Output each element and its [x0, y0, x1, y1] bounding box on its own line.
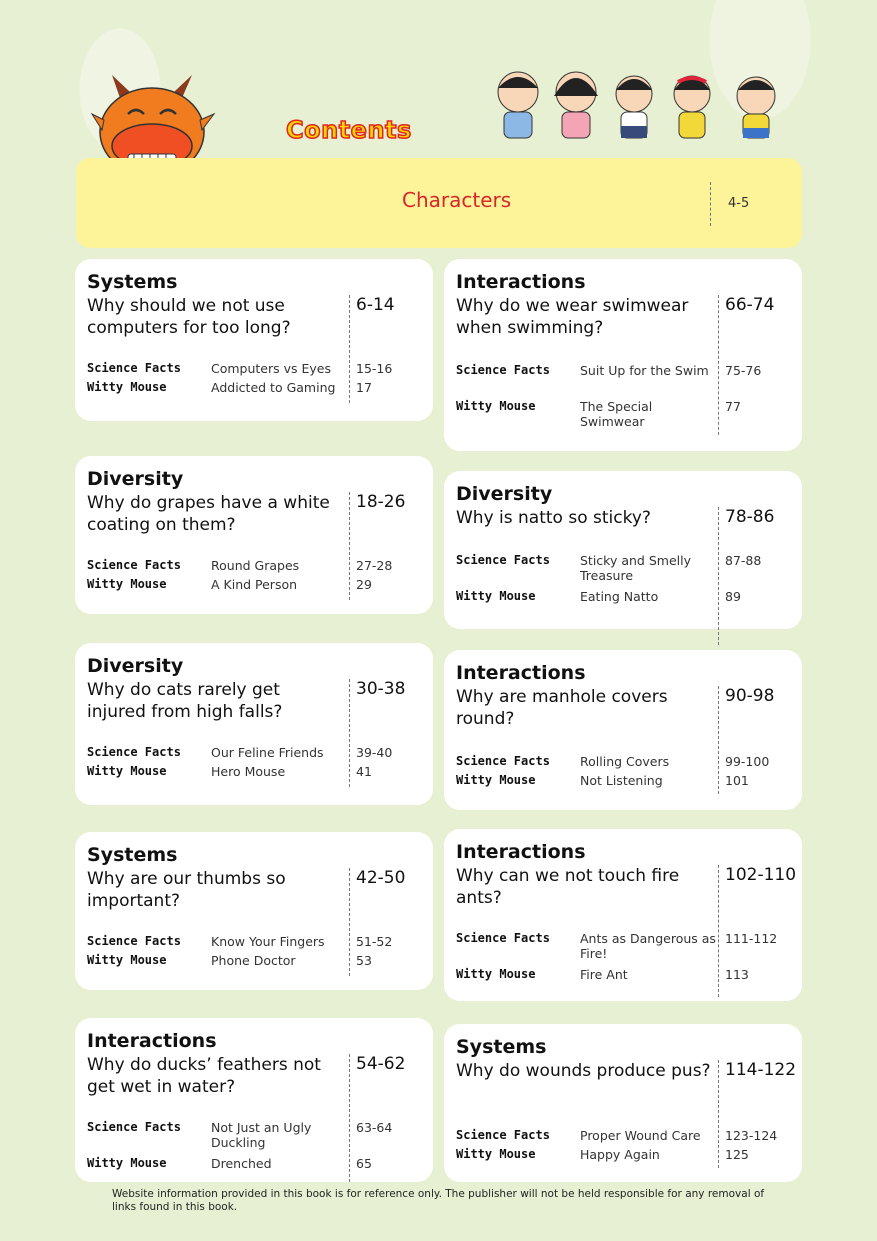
entry-kind: Science Facts [456, 363, 550, 377]
entry-title: Sticky and Smelly Treasure [580, 553, 691, 583]
entry-title: Round Grapes [211, 558, 300, 573]
contents-card[interactable] [444, 259, 802, 451]
entry-kind: Witty Mouse [87, 577, 167, 591]
entry-kind: Science Facts [456, 754, 550, 768]
entry-kind: Science Facts [456, 1128, 550, 1142]
card-question[interactable]: Why do wounds produce pus? [456, 1061, 711, 1081]
card-question-pages: 30-38 [356, 679, 406, 699]
card-question[interactable]: Why do cats rarely get injured from high falls? [87, 680, 283, 722]
entry-kind: Witty Mouse [87, 380, 167, 394]
card-question[interactable]: Why do grapes have a white coating on them? [87, 493, 330, 535]
entry-pages: 39-40 [356, 745, 393, 760]
entry-pages: 65 [356, 1156, 372, 1171]
card-category: Systems [87, 271, 178, 293]
entry-title: Not Just an Ugly Duckling [211, 1120, 312, 1150]
card-question-pages: 78-86 [725, 507, 775, 527]
contents-card[interactable] [75, 832, 433, 990]
contents-card[interactable] [75, 1018, 433, 1182]
entry-title: Drenched [211, 1156, 272, 1171]
entry-pages: 63-64 [356, 1120, 393, 1135]
disclaimer-text: Website information provided in this book is for reference only. The publisher will not be held responsible for any removal of links found in this book. [112, 1188, 765, 1213]
entry-pages: 15-16 [356, 361, 393, 376]
card-question[interactable]: Why can we not touch fire ants? [456, 866, 680, 908]
card-question-pages: 54-62 [356, 1054, 406, 1074]
card-category: Diversity [456, 483, 553, 505]
entry-kind: Witty Mouse [456, 967, 536, 981]
card-question-pages: 42-50 [356, 868, 406, 888]
entry-pages: 53 [356, 953, 372, 968]
entry-kind: Science Facts [456, 553, 550, 567]
entry-kind: Witty Mouse [456, 1147, 536, 1161]
entry-kind: Witty Mouse [456, 589, 536, 603]
entry-kind: Science Facts [87, 558, 181, 572]
entry-kind: Witty Mouse [456, 399, 536, 413]
entry-title: Not Listening [580, 773, 663, 788]
entry-title: Computers vs Eyes [211, 361, 332, 376]
entry-kind: Witty Mouse [87, 764, 167, 778]
entry-kind: Witty Mouse [456, 773, 536, 787]
entry-pages: 17 [356, 380, 372, 395]
entry-kind: Witty Mouse [87, 953, 167, 967]
entry-pages: 27-28 [356, 558, 393, 573]
characters-group-icon [494, 68, 794, 154]
card-category: Interactions [456, 841, 586, 863]
card-category: Systems [87, 844, 178, 866]
characters-banner[interactable] [76, 158, 802, 248]
card-category: Interactions [456, 662, 586, 684]
card-question[interactable]: Why are our thumbs so important? [87, 869, 286, 911]
entry-title: Our Feline Friends [211, 745, 324, 760]
card-question-pages: 102-110 [725, 865, 797, 885]
entry-title: Suit Up for the Swim [580, 363, 709, 378]
entry-pages: 41 [356, 764, 372, 779]
entry-title: The Special Swimwear [580, 399, 653, 429]
entry-kind: Science Facts [87, 361, 181, 375]
entry-pages: 87-88 [725, 553, 762, 568]
card-category: Interactions [87, 1030, 217, 1052]
entry-title: Ants as Dangerous as Fire! [580, 931, 716, 961]
entry-kind: Science Facts [456, 931, 550, 945]
card-category: Systems [456, 1036, 547, 1058]
entry-pages: 75-76 [725, 363, 762, 378]
entry-title: Happy Again [580, 1147, 660, 1162]
card-category: Diversity [87, 468, 184, 490]
entry-kind: Witty Mouse [87, 1156, 167, 1170]
card-question[interactable]: Why do ducks’ feathers not get wet in water? [87, 1055, 321, 1097]
card-category: Diversity [87, 655, 184, 677]
card-question-pages: 114-122 [725, 1060, 797, 1080]
card-question-pages: 6-14 [356, 295, 395, 315]
characters-pages: 4-5 [728, 196, 750, 211]
entry-pages: 111-112 [725, 931, 778, 946]
card-question-pages: 66-74 [725, 295, 775, 315]
card-question[interactable]: Why should we not use computers for too long? [87, 296, 291, 338]
entry-pages: 51-52 [356, 934, 393, 949]
entry-title: Eating Natto [580, 589, 659, 604]
contents-card[interactable] [444, 471, 802, 629]
entry-pages: 125 [725, 1147, 749, 1162]
entry-pages: 101 [725, 773, 749, 788]
entry-title: Addicted to Gaming [211, 380, 336, 395]
entry-title: Proper Wound Care [580, 1128, 701, 1143]
divider [710, 182, 711, 226]
entry-title: Fire Ant [580, 967, 628, 982]
card-question-pages: 18-26 [356, 492, 406, 512]
page-title: Contents [286, 116, 412, 144]
characters-label: Characters [402, 188, 512, 212]
contents-card[interactable] [75, 259, 433, 421]
entry-pages: 89 [725, 589, 741, 604]
entry-kind: Science Facts [87, 745, 181, 759]
entry-title: Rolling Covers [580, 754, 670, 769]
contents-card[interactable] [444, 829, 802, 1001]
entry-kind: Science Facts [87, 934, 181, 948]
entry-title: Hero Mouse [211, 764, 286, 779]
contents-card[interactable] [75, 456, 433, 614]
entry-kind: Science Facts [87, 1120, 181, 1134]
contents-card[interactable] [75, 643, 433, 805]
contents-card[interactable] [444, 650, 802, 810]
entry-title: A Kind Person [211, 577, 298, 592]
entry-title: Know Your Fingers [211, 934, 325, 949]
entry-pages: 113 [725, 967, 749, 982]
entry-pages: 29 [356, 577, 372, 592]
contents-card[interactable] [444, 1024, 802, 1182]
entry-pages: 123-124 [725, 1128, 778, 1143]
entry-title: Phone Doctor [211, 953, 296, 968]
card-question[interactable]: Why are manhole covers round? [456, 687, 668, 729]
entry-pages: 99-100 [725, 754, 770, 769]
card-question[interactable]: Why do we wear swimwear when swimming? [456, 296, 689, 338]
entry-pages: 77 [725, 399, 741, 414]
card-category: Interactions [456, 271, 586, 293]
card-question[interactable]: Why is natto so sticky? [456, 508, 651, 528]
card-question-pages: 90-98 [725, 686, 775, 706]
